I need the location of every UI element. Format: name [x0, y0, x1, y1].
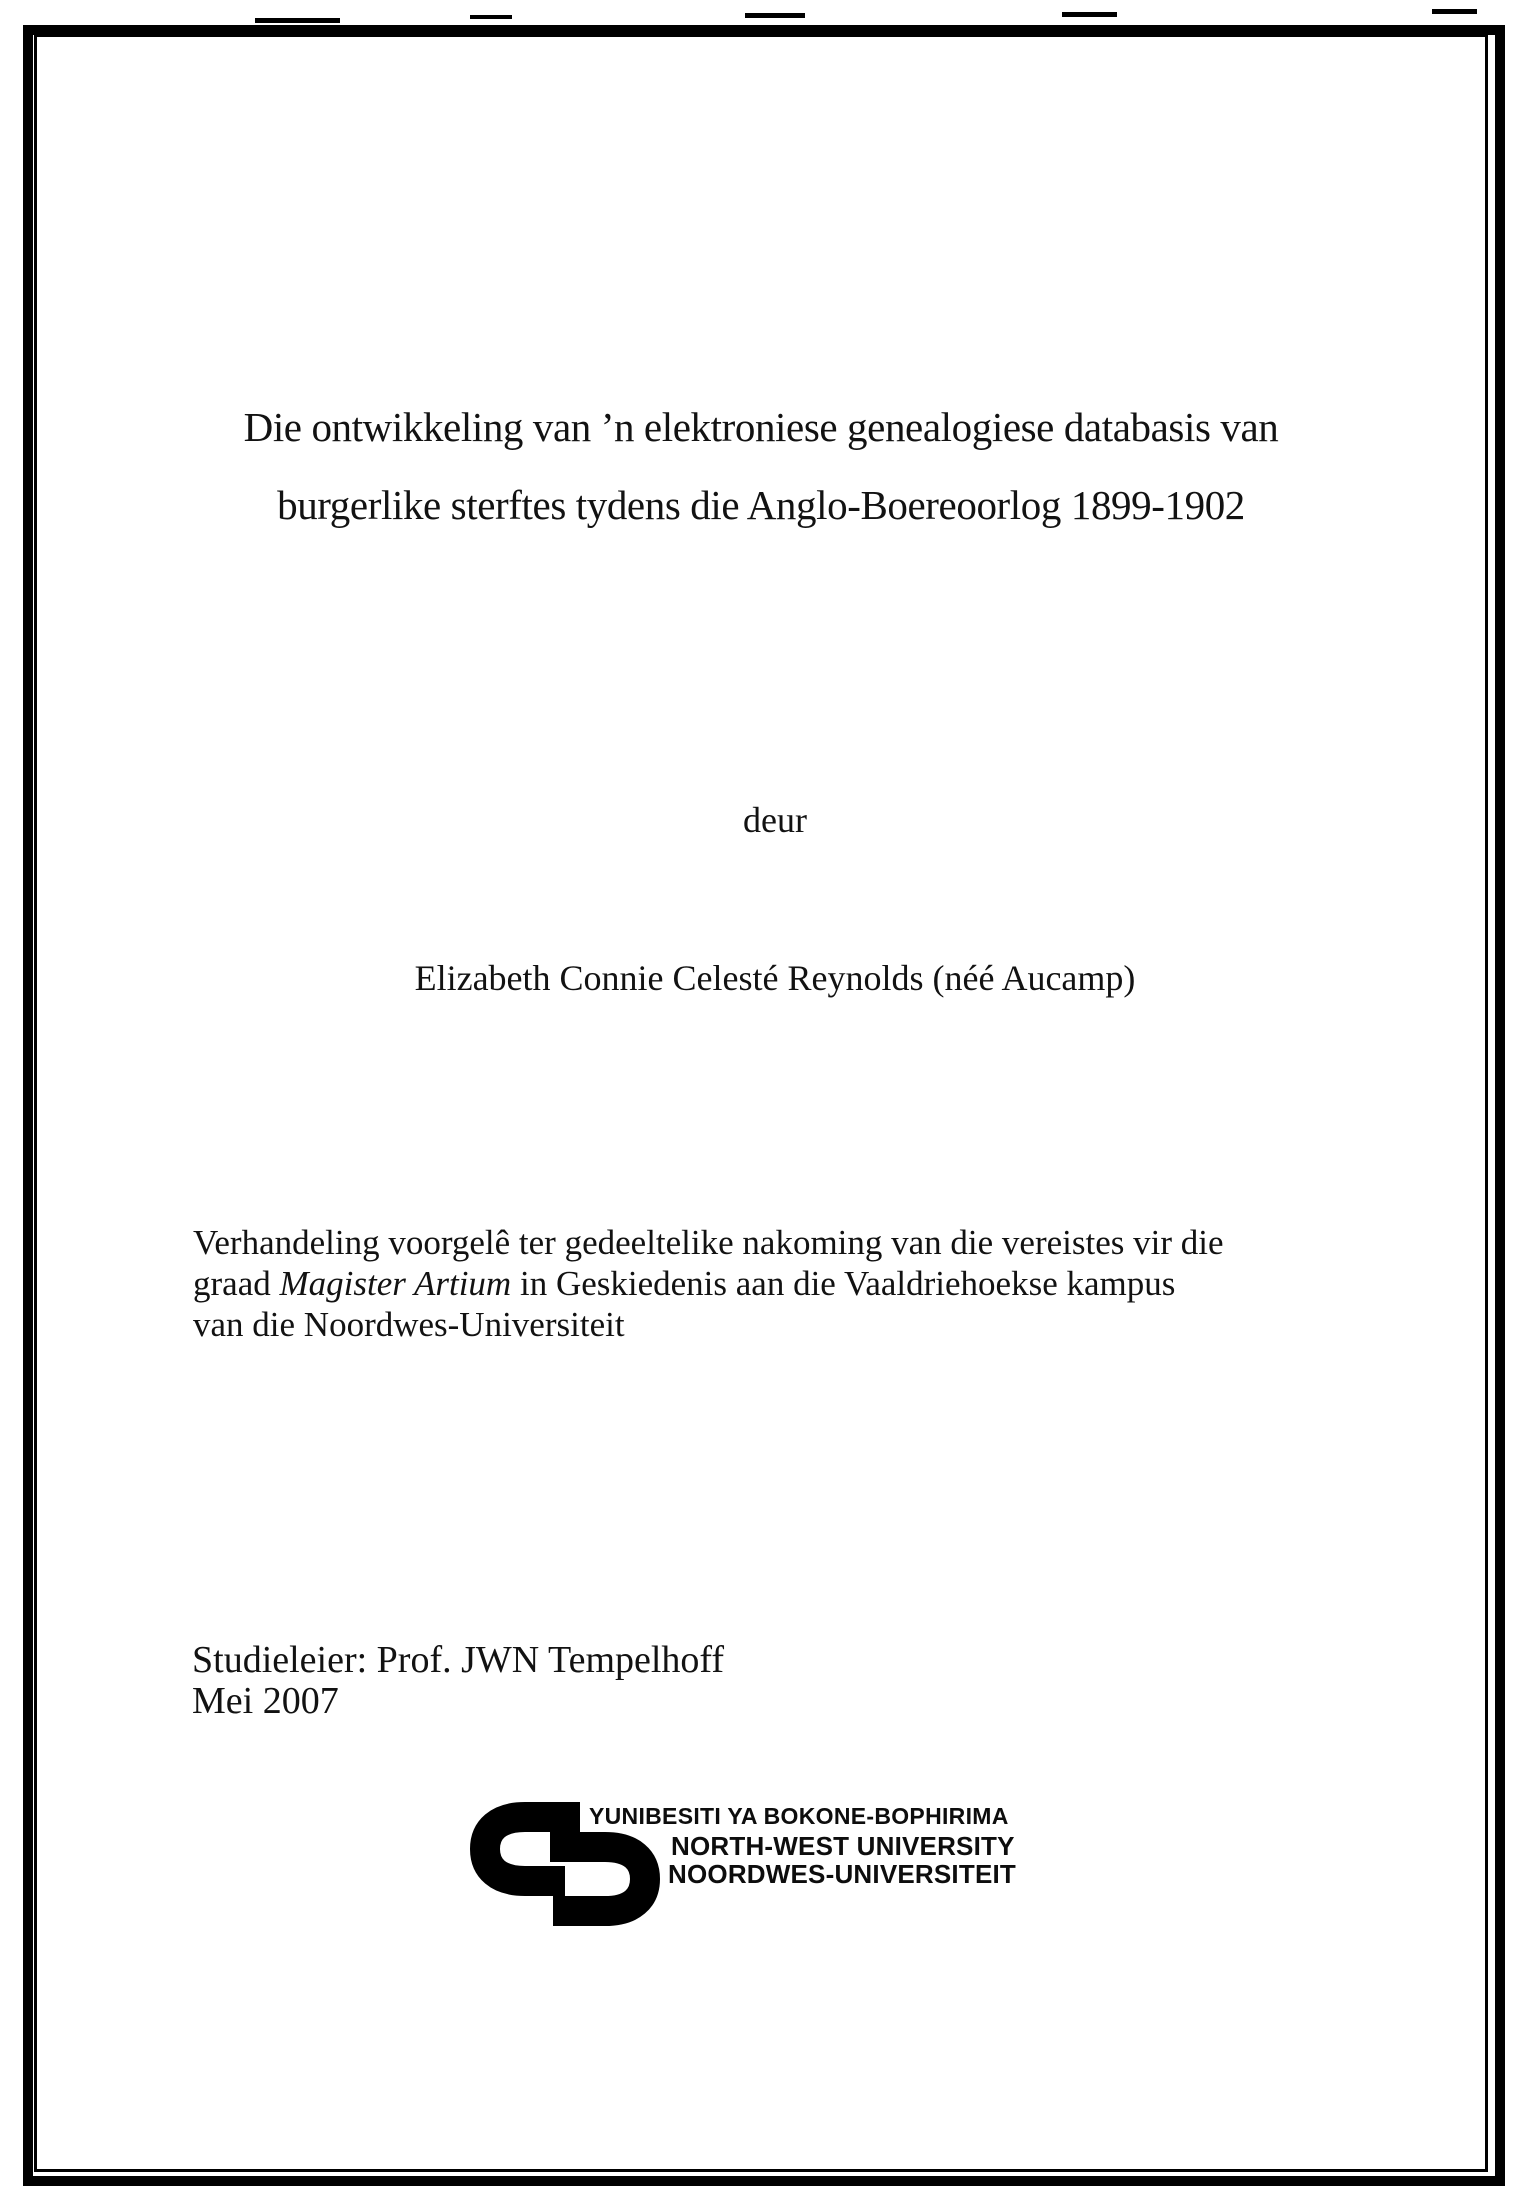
scan-artifact	[1062, 12, 1117, 17]
supervisor-block	[192, 1640, 724, 1722]
title-line-2: burgerlike sterftes tydens die Anglo-Boereoorlog 1899-1902	[277, 482, 1245, 528]
title-line-1: Die ontwikkeling van ’n elektroniese genealogiese databasis van	[243, 404, 1279, 450]
statement-line-2-pre: graad	[193, 1264, 280, 1303]
degree-name: Magister Artium	[279, 1264, 512, 1303]
date-line: Mei 2007	[192, 1680, 339, 1722]
scan-artifact	[255, 18, 340, 23]
scan-artifact	[470, 15, 512, 19]
thesis-title	[34, 388, 1488, 544]
logo-text-line-2: NORTH-WEST UNIVERSITY	[671, 1831, 1015, 1861]
logo-text-line-3: NOORDWES-UNIVERSITEIT	[668, 1859, 1016, 1889]
scan-artifact	[745, 13, 805, 18]
author-name: Elizabeth Connie Celesté Reynolds (néé Aucamp)	[414, 958, 1136, 998]
statement-line-3: van die Noordwes-Universiteit	[193, 1305, 625, 1344]
degree-statement	[193, 1222, 1333, 1345]
supervisor-line: Studieleier: Prof. JWN Tempelhoff	[192, 1639, 725, 1681]
statement-line-2	[193, 1263, 1333, 1304]
byline: deur	[743, 800, 807, 840]
statement-line-2-post: in Geskiedenis aan die Vaaldriehoekse kampus	[511, 1264, 1176, 1303]
statement-line-1: Verhandeling voorgelê ter gedeeltelike nakoming van die vereistes vir die	[193, 1223, 1224, 1262]
logo-text-line-1: YUNIBESITI YA BOKONE-BOPHIRIMA	[589, 1803, 1009, 1829]
scan-artifact	[1432, 9, 1477, 14]
